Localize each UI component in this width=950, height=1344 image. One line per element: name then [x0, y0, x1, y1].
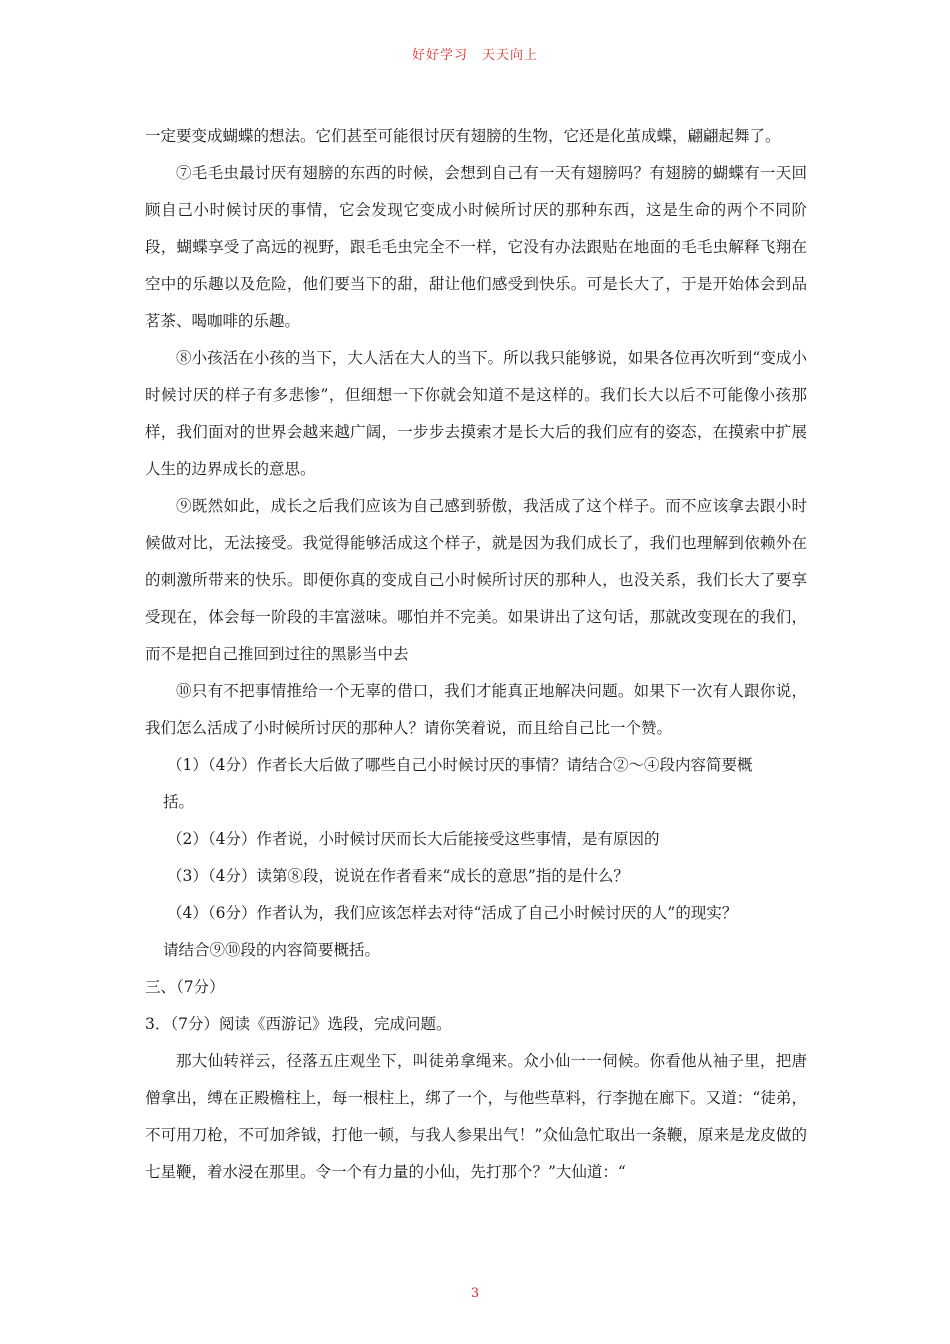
question-2-line-1: （2）（4分）作者说，小时候讨厌而长大后能接受这些事情，是有原因的: [167, 830, 660, 848]
xiyouji-passage: 那大仙转祥云，径落五庄观坐下，叫徒弟拿绳来。众小仙一一伺候。你看他从袖子里，把唐僧拿出，缚在正殿檐柱上，每一根柱上，绑了一个，与他些草料，行李抛在廊下。又道：“徒弟，不可用刀枪，不可加斧钺，打他一顿，与我人参果出气！”众仙急忙取出一条鞭，原来是龙皮做的七星鞭，着水浸在那里。令一个有力量的小仙，先打那个？”大仙道：“: [145, 1052, 807, 1181]
question-3-line-1: （3）（4分）读第⑧段，说说在作者看来“成长的意思”指的是什么？: [167, 867, 629, 885]
paragraph-8: ⑧小孩活在小孩的当下，大人活在大人的当下。所以我只能够说，如果各位再次听到“变成小时候讨厌的样子有多悲惨”，但细想一下你就会知道不是这样的。我们长大以后不可能像小孩那样，我们面对的世界会越来越广阔，一步步去摸索才是长大后的我们应有的姿态，在摸索中扩展人生的边界成长的意思。: [145, 349, 807, 478]
paragraph-9: ⑨既然如此，成长之后我们应该为自己感到骄傲，我活成了这个样子。而不应该拿去跟小时候做对比，无法接受。我觉得能够活成这个样子，就是因为我们成长了，我们也理解到依赖外在的刺激所带来的快乐。即便你真的变成自己小时候所讨厌的那种人，也没关系，我们长大了要享受现在，体会每一阶段的丰富滋味。哪怕并不完美。如果讲出了这句话，那就改变现在的我们，而不是把自己推回到过往的黑影当中去: [145, 497, 807, 663]
question-3: [145, 858, 807, 895]
section-item-3: 3．（7分）阅读《西游记》选段，完成问题。: [145, 1015, 452, 1033]
paragraph-10: ⑩只有不把事情推给一个无辜的借口，我们才能真正地解决问题。如果下一次有人跟你说，我们怎么活成了小时候所讨厌的那种人？请你笑着说，而且给自己比一个赞。: [145, 682, 807, 737]
question-1-line-2: 括。: [163, 793, 195, 811]
question-2: [145, 821, 807, 858]
document-body: [145, 118, 807, 1191]
section-heading: 三、（7分）: [145, 978, 225, 996]
question-1-line-1: （1）（4分）作者长大后做了哪些自己小时候讨厌的事情？请结合②～④段内容简要概: [167, 756, 753, 774]
question-4: [145, 895, 807, 969]
question-4-line-1: （4）（6分）作者认为，我们应该怎样去对待“活成了自己小时候讨厌的人”的现实？: [167, 904, 738, 922]
page-header: 好好学习 天天向上: [411, 48, 538, 63]
page-number: 3: [470, 1286, 480, 1301]
paragraph-continuation: 一定要变成蝴蝶的想法。它们甚至可能很讨厌有翅膀的生物，它还是化茧成蝶，翩翩起舞了。: [145, 127, 781, 145]
question-4-line-2: 请结合⑨⑩段的内容简要概括。: [163, 941, 381, 959]
question-1: [145, 747, 807, 821]
paragraph-7: ⑦毛毛虫最讨厌有翅膀的东西的时候，会想到自己有一天有翅膀吗？有翅膀的蝴蝶有一天回顾自己小时候讨厌的事情，它会发现它变成小时候所讨厌的那种东西，这是生命的两个不同阶段，蝴蝶享受了高远的视野，跟毛毛虫完全不一样，它没有办法跟贴在地面的毛毛虫解释飞翔在空中的乐趣以及危险，他们要当下的甜，甜让他们感受到快乐。可是长大了，于是开始体会到品茗茶、喝咖啡的乐趣。: [145, 164, 807, 330]
